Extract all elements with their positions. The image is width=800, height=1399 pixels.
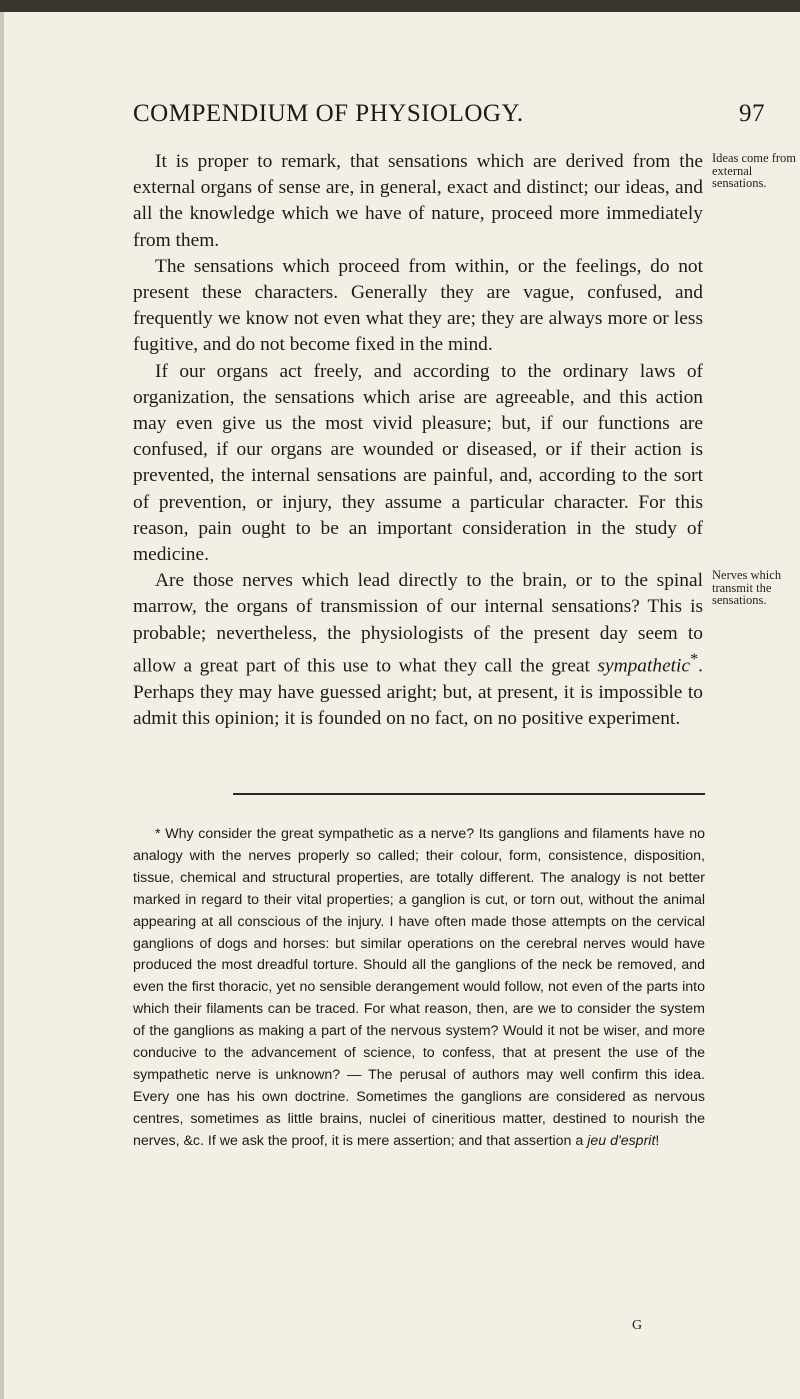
footnote-reference-mark: * xyxy=(690,650,699,668)
signature-mark: G xyxy=(632,1318,643,1333)
scan-top-band xyxy=(0,0,800,12)
footnote-emphasis: jeu d'esprit xyxy=(587,1132,656,1149)
footnote-paragraph xyxy=(133,824,705,1153)
footnote-mark: * xyxy=(155,826,161,842)
paragraph-4-emphasis: sympathetic xyxy=(597,655,691,677)
running-header xyxy=(133,100,765,136)
paragraph-4-text-after: . Perhaps they may have guessed aright; but, at present, it is impossible to admit this opinion; it is founded on no fact, on no positive experiment. xyxy=(133,655,703,729)
margin-note-nerves: Nerves which transmit the sensations. xyxy=(712,568,782,607)
footnote-separator-rule xyxy=(233,793,705,795)
footnote xyxy=(133,824,705,1153)
paragraph-3: If our organs act freely, and according to the ordinary laws of organization, the sensations which arise are agreeable, and this action may even give us the most vivid pleasure; but, if our functions are confused, if our organs are wounded or diseased, or if their action is prevented, the internal sensations are painful, and, according to the sort of prevention, or injury, they assume a particular character. For this reason, pain ought to be an important consideration in the study of medicine. xyxy=(133,360,703,566)
paragraph-2: The sensations which proceed from within, or the feelings, do not present these characters. Generally they are vague, confused, and frequently we know not even what they are; they are always more or less fugitive, and do not become fixed in the mind. xyxy=(133,255,703,356)
margin-note-ideas: Ideas come from external sensations. xyxy=(712,151,796,190)
paragraph-1: It is proper to remark, that sensations which are derived from the external organs of sense are, in general, exact and distinct; our ideas, and all the knowledge which we have of nature, proceed more immediately from them. xyxy=(133,151,703,251)
page-number: 97 xyxy=(739,100,765,127)
running-title: COMPENDIUM OF PHYSIOLOGY. xyxy=(133,100,524,127)
footnote-text-after: ! xyxy=(655,1132,660,1149)
scan-left-edge xyxy=(0,12,4,1399)
footnote-text-before: Why consider the great sympathetic as a nerve? Its ganglions and filaments have no analogy with the nerves properly so called; their colour, form, consistence, disposition, tissue, chemical and structural properties, are totally different. The analogy is not better marked in regard to their vital properties; a ganglion is cut, or torn out, without the animal appearing at all conscious of the injury. I have often made those attempts on the cervical ganglions of dogs and horses: but similar operations on the cerebral nerves would have produced the most dreadful torture. Should all the ganglions of the neck be removed, and even the first thoracic, yet no sensible derangement would follow, not even of the parts into which their filaments can be traced. For what reason, then, are we to consider the system of the ganglions as making a part of the nervous system? Would it not be wiser, and more conducive to the advancement of science, to confess, that at present the use of the sympathetic nerve is unknown? — The perusal of authors may well confirm this idea. Every one has his own doctrine. Sometimes the ganglions are considered as nervous centres, sometimes as little brains, nuclei of cineritious matter, destined to nourish the nerves, &c. If we ask the proof, it is mere assertion; and that assertion a xyxy=(133,826,705,1149)
paragraph-4-text-before: Are those nerves which lead directly to the brain, or to the spinal marrow, the organs of transmission of our internal sensations? This is probable; nevertheless, the physiologists of the present day seem to allow a great part of this use to what they call the great xyxy=(133,570,703,677)
paragraph-4 xyxy=(133,568,703,732)
main-text xyxy=(133,149,703,732)
